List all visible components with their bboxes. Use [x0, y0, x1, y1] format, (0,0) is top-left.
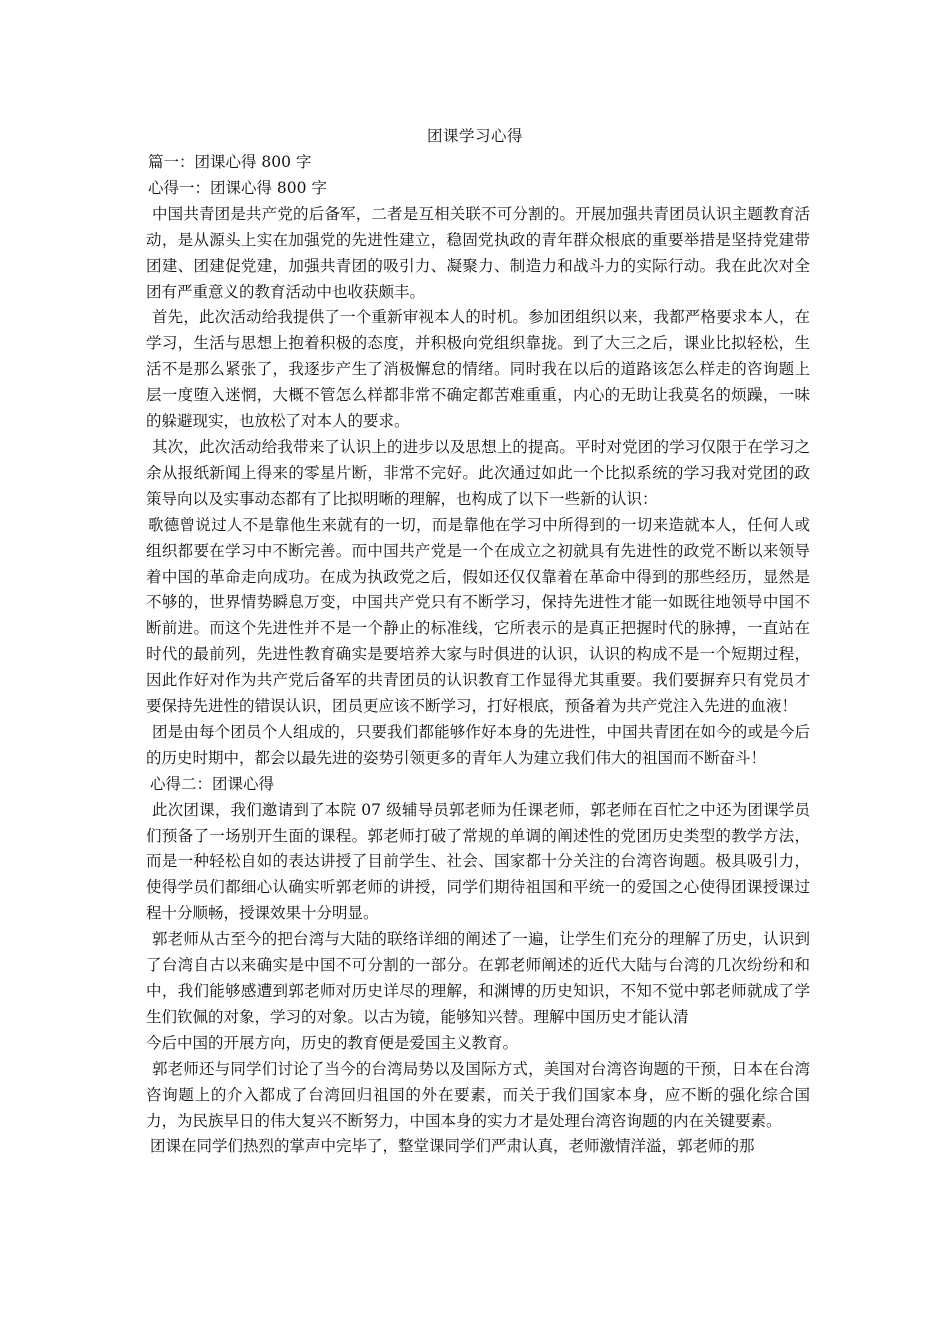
- paragraph: 团课在同学们热烈的掌声中完毕了，整堂课同学们严肃认真，老师激情洋溢，郭老师的那: [150, 1137, 755, 1156]
- paragraph: 其次，此次活动给我带来了认识上的进步以及思想上的提高。平时对党团的学习仅限于在学习之余从报纸新闻上得来的零星片断，非常不完好。此次通过如此一个比拟系统的学习我对党团的政策导向以及实事动态都有了比拟明晰的理解，也构成了以下一些新的认识：: [146, 437, 810, 508]
- paragraph: 此次团课，我们邀请到了本院 07 级辅导员郭老师为任课老师，郭老师在百忙之中还为团课学员们预备了一场别开生面的课程。郭老师打破了常规的单调的阐述性的党团历史类型的教学方法，而是一种轻松自如的表达讲授了目前学生、社会、国家都十分关注的台湾咨询题。极具吸引力，使得学员们都细心认确实听郭老师的讲授，同学们期待祖国和平统一的爱国之心使得团课授课过程十分顺畅，授课效果十分明显。: [146, 800, 810, 923]
- heading-essay-two: 心得二：团课心得: [150, 774, 275, 793]
- paragraph: 团是由每个团员个人组成的，只要我们都能够作好本身的先进性，中国共青团在如今的或是今后的历史时期中，都会以最先进的姿势引领更多的青年人为建立我们伟大的祖国而不断奋斗！: [146, 722, 810, 767]
- paragraph: 今后中国的开展方向，历史的教育便是爱国主义教育。: [146, 1033, 519, 1052]
- paragraph: 中国共青团是共产党的后备军，二者是互相关联不可分割的。开展加强共青团员认识主题教育活动，是从源头上实在加强党的先进性建立，稳固党执政的青年群众根底的重要举措是坚持党建带团建、团建促党建，加强共青团的吸引力、凝聚力、制造力和战斗力的实际行动。我在此次对全团有严重意义的教育活动中也收获颇丰。: [146, 204, 810, 301]
- document-body: [146, 150, 810, 1160]
- paragraph: 首先，此次活动给我提供了一个重新审视本人的时机。参加团组织以来，我都严格要求本人，在学习，生活与思想上抱着积极的态度，并积极向党组织靠拢。到了大三之后，课业比拟轻松，生活不是那么紧张了，我逐步产生了消极懈怠的情绪。同时我在以后的道路该怎么样走的咨询题上层一度堕入迷惘，大概不管怎么样都非常不确定都苦难重重，内心的无助让我莫名的烦躁，一味的躲避现实，也放松了对本人的要求。: [146, 308, 810, 431]
- paragraph: 郭老师从古至今的把台湾与大陆的联络详细的阐述了一遍，让学生们充分的理解了历史，认识到了台湾自古以来确实是中国不可分割的一部分。在郭老师阐述的近代大陆与台湾的几次纷纷和和中，我们能够感遭到郭老师对历史详尽的理解，和渊博的历史知识，不知不觉中郭老师就成了学生们钦佩的对象，学习的对象。以古为镜，能够知兴替。理解中国历史才能认清: [146, 930, 810, 1026]
- paragraph: 歌德曾说过人不是靠他生来就有的一切，而是靠他在学习中所得到的一切来造就本人，任何人或组织都要在学习中不断完善。而中国共产党是一个在成立之初就具有先进性的政党不断以来领导着中国的革命走向成功。在成为执政党之后，假如还仅仅靠着在革命中得到的那些经历，显然是不够的，世界情势瞬息万变，中国共产党只有不断学习，保持先进性才能一如既往地领导中国不断前进。而这个先进性并不是一个静止的标准线，它所表示的是真正把握时代的脉搏，一直站在时代的最前列，先进性教育确实是要培养大家与时俱进的认识，认识的构成不是一个短期过程，因此作好对作为共产党后备军的共青团员的认识教育工作显得尤其重要。我们要摒弃只有党员才要保持先进性的错误认识，团员更应该不断学习，打好根底，预备着为共产党注入先进的血液！: [146, 515, 810, 716]
- paragraph: 郭老师还与同学们讨论了当今的台湾局势以及国际方式，美国对台湾咨询题的干预，日本在台湾咨询题上的介入都成了台湾回归祖国的外在要素，而关于我们国家本身，应不断的强化综合国力，为民族早日的伟大复兴不断努力，中国本身的实力才是处理台湾咨询题的内在关键要素。: [146, 1059, 810, 1130]
- heading-essay-one: 心得一：团课心得 800 字: [148, 178, 327, 197]
- heading-part-one: 篇一：团课心得 800 字: [148, 153, 312, 171]
- document-title: 团课学习心得: [426, 127, 523, 145]
